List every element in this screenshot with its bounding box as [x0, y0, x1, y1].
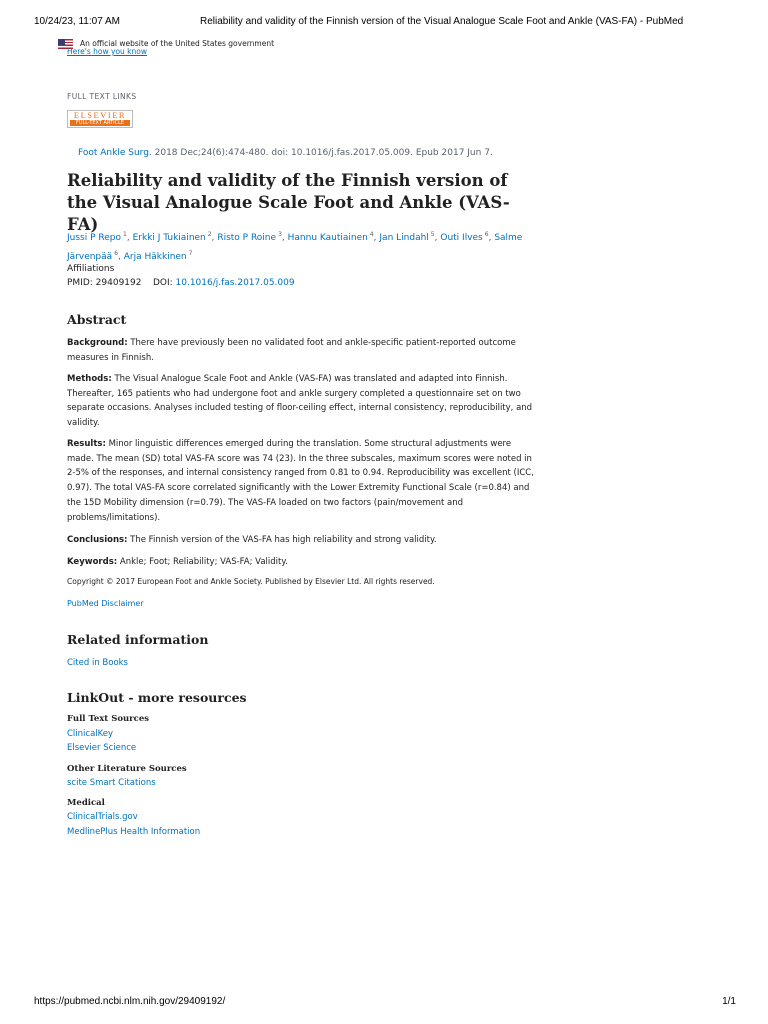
author-item: [217, 233, 282, 243]
author-affiliation-number[interactable]: 7: [188, 250, 193, 257]
print-page-title: Reliability and validity of the Finnish version of the Visual Analogue Scale Foot and Ankle (VAS-FA) - PubMed: [200, 16, 684, 27]
author-link[interactable]: Salme Järvenpää: [67, 233, 523, 262]
related-information-heading: Related information: [67, 632, 209, 647]
journal-link[interactable]: Foot Ankle Surg.: [78, 148, 152, 158]
author-affiliation-number[interactable]: 5: [430, 231, 435, 238]
abstract-background: Background: There have previously been no validated foot and ankle-specific patient-reported outcome measures in Finnish.: [67, 338, 516, 363]
methods-label: Methods:: [67, 374, 112, 384]
pmid-value: 29409192: [95, 278, 142, 288]
print-url: https://pubmed.ncbi.nlm.nih.gov/29409192/: [34, 996, 226, 1007]
author-affiliation-number[interactable]: 4: [369, 231, 374, 238]
gov-banner-text: An official website of the United States government: [80, 39, 275, 48]
author-item: [379, 233, 434, 243]
affiliations-toggle[interactable]: Affiliations: [67, 264, 115, 274]
conclusions-label: Conclusions:: [67, 535, 128, 545]
keywords-label: Keywords:: [67, 557, 118, 567]
linkout-heading: LinkOut - more resources: [67, 690, 247, 705]
citation-details: 2018 Dec;24(6):474-480. doi: 10.1016/j.fas.2017.05.009. Epub 2017 Jun 7.: [151, 148, 493, 158]
copyright: Copyright © 2017 European Foot and Ankle Society. Published by Elsevier Ltd. All rights reserved.: [67, 577, 435, 586]
scite-smart-citations-link[interactable]: scite Smart Citations: [67, 778, 156, 788]
pmid-label: PMID:: [67, 278, 96, 288]
background-label: Background:: [67, 338, 128, 348]
clinicaltrials-link[interactable]: ClinicalTrials.gov: [67, 812, 138, 822]
author-affiliation-number[interactable]: 6: [114, 250, 119, 257]
cited-in-books-link[interactable]: Cited in Books: [67, 658, 128, 668]
author-item: [288, 233, 374, 243]
author-item: [124, 252, 193, 262]
medical-heading: Medical: [67, 798, 105, 808]
clinicalkey-link[interactable]: ClinicalKey: [67, 729, 114, 739]
identifiers: [67, 278, 295, 288]
elsevier-full-text-button[interactable]: [67, 110, 133, 128]
author-item: [440, 233, 488, 243]
author-list: Jussi P Repo $^1$, Erkki J Tukiainen $^2$, Risto P Roine $^3$, Hannu Kautiainen $^4$, Jan Lindahl $^5$, Outi Ilves $^6$, Salme Järvenpää $^6$, Arja Häkkinen $^7$: [67, 231, 523, 262]
elsevier-logo-text: ELSEVIER: [73, 110, 127, 120]
elsevier-science-link[interactable]: Elsevier Science: [67, 743, 137, 753]
full-text-article-text: FULL-TEXT ARTICLE: [70, 120, 130, 126]
abstract-conclusions: Conclusions: The Finnish version of the VAS-FA has high reliability and strong validity.: [67, 535, 437, 545]
medlineplus-link[interactable]: MedlinePlus Health Information: [67, 827, 201, 837]
author-affiliation-number[interactable]: 1: [123, 231, 127, 238]
author-affiliation-number[interactable]: 3: [278, 231, 282, 238]
author-link[interactable]: Jan Lindahl: [379, 233, 429, 243]
other-literature-sources-heading: Other Literature Sources: [67, 764, 187, 774]
results-label: Results:: [67, 439, 106, 449]
author-item: [133, 233, 212, 243]
author-link[interactable]: Outi Ilves: [440, 233, 483, 243]
author-link[interactable]: Jussi P Repo: [67, 233, 121, 243]
doi-label: DOI:: [152, 278, 176, 288]
print-page-number: 1/1: [722, 996, 736, 1007]
abstract-heading: Abstract: [67, 312, 127, 327]
author-link[interactable]: Arja Häkkinen: [123, 252, 187, 262]
author-affiliation-number[interactable]: 2: [207, 231, 212, 238]
pubmed-disclaimer-link[interactable]: PubMed Disclaimer: [67, 599, 144, 608]
full-text-sources-heading: Full Text Sources: [67, 714, 150, 724]
author-link[interactable]: Risto P Roine: [217, 233, 277, 243]
doi-link[interactable]: 10.1016/j.fas.2017.05.009: [175, 278, 295, 288]
abstract-methods: Methods: The Visual Analogue Scale Foot and Ankle (VAS-FA) was translated and adapted into Finnish. Thereafter, 165 patients who had undergone foot and ankle surgery completed a questionnaire set on two separate occasions. Analyses included testing of floor-ceiling effect, internal consistency, reproducibility, and validity.: [67, 374, 533, 429]
abstract-results: Results: Minor linguistic differences emerged during the translation. Some structural adjustments were made. The mean (SD) total VAS-FA score was 74 (23). In the three subscales, maximum scores were noted in 2-5% of the responses, and internal consistency ranged from 0.81 to 0.94. Reproducibility was excellent (ICC, 0.97). The total VAS-FA score correlated significantly with the Lower Extremity Functional Scale (r=0.84) and the 15D Mobility dimension (r=0.79). The VAS-FA loaded on two factors (pain/movement and problems/limitations).: [67, 439, 534, 523]
full-text-links-label: FULL TEXT LINKS: [67, 92, 137, 101]
author-item: [67, 233, 127, 243]
author-link[interactable]: Erkki J Tukiainen: [132, 233, 206, 243]
keywords: Keywords: Ankle; Foot; Reliability; VAS-FA; Validity.: [67, 557, 288, 567]
author-affiliation-number[interactable]: 6: [484, 231, 489, 238]
print-datetime: 10/24/23, 11:07 AM: [34, 16, 120, 27]
article-title: Reliability and validity of the Finnish version of the Visual Analogue Scale Foot and Ankle (VAS-FA): [67, 171, 510, 234]
author-link[interactable]: Hannu Kautiainen: [287, 233, 368, 243]
heres-how-you-know-link[interactable]: Here's how you know: [67, 47, 147, 56]
citation: [78, 148, 493, 158]
